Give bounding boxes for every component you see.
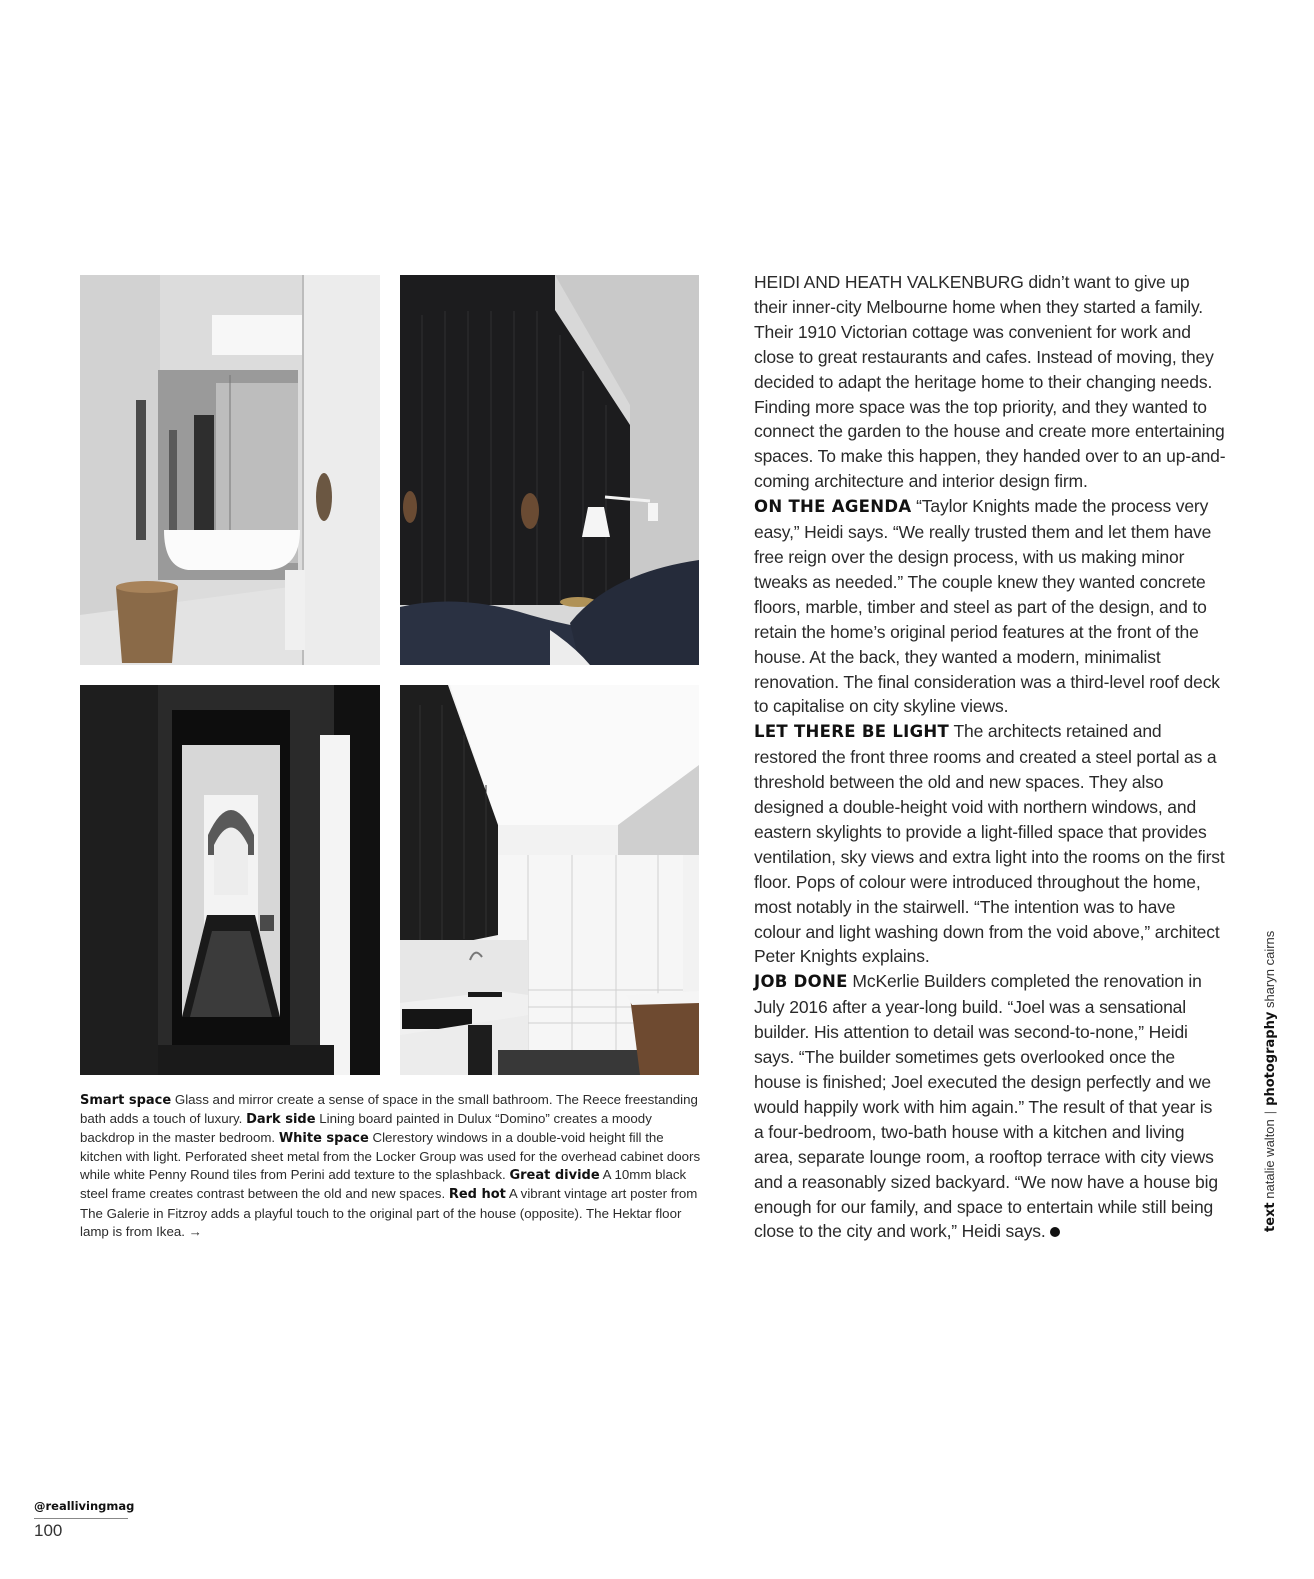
credit-text-label: text	[1263, 1202, 1278, 1232]
bathroom-photo	[80, 275, 380, 665]
footer-rule	[34, 1518, 128, 1519]
section-text-done: McKerlie Builders completed the renovation in July 2016 after a year-long build. “Joel was a sensational builder. His attention to detail was second-to-none,” Heidi says. “The builder sometimes gets overlooked once the house is finished; Joel executed the design perfectly and we would happily work with him again.” The result of that year is a four-bedroom, two-bath house with a kitchen and living area, separate lounge room, a rooftop terrace with city views and a reasonably sized backyard. “We now have a house big enough for our family, and space to entertain while still being close to the city and work,” Heidi says.	[754, 971, 1218, 1242]
credit-photo-name: sharyn cairns	[1262, 930, 1277, 1009]
section-heading-agenda: ON THE AGENDA	[754, 497, 912, 517]
caption-text-dark-side: Lining board painted in Dulux “Domino” creates a moody backdrop in the master bedroom.	[80, 1111, 652, 1146]
caption-text-great-divide: A 10mm black steel frame creates contrast between the old and new spaces.	[80, 1167, 687, 1202]
hallway-photo	[80, 685, 380, 1075]
article-section-done	[754, 969, 1226, 1244]
caption-title-red-hot: Red hot	[448, 1187, 506, 1203]
caption-title-white-space: White space	[278, 1131, 369, 1147]
credit-photo-label: photography	[1263, 1011, 1278, 1106]
article-body	[754, 270, 1226, 1244]
kitchen-photo	[400, 685, 699, 1075]
article-section-light	[754, 719, 1226, 969]
section-heading-done: JOB DONE	[754, 972, 848, 992]
credits	[1262, 931, 1278, 1232]
caption-title-great-divide: Great divide	[509, 1168, 600, 1184]
caption-text-red-hot: A vibrant vintage art poster from The Galerie in Fitzroy adds a playful touch to the original part of the house (opposite). The Hektar floor lamp is from Ikea. →	[80, 1186, 698, 1239]
credit-separator: |	[1262, 1110, 1277, 1115]
section-text-light: The architects retained and restored the front three rooms and created a steel portal as a threshold between the old and new spaces. They also designed a double-height void with northern windows, and eastern skylights to provide a light-filled space that provides ventilation, sky views and extra light into the rooms on the first floor. Pops of colour were introduced throughout the home, most notably in the stairwell. “The intention was to have colour and light washing down from the void above,” architect Peter Knights explains.	[754, 721, 1225, 967]
social-handle: @reallivingmag	[34, 1499, 135, 1513]
caption-text-smart-space: Glass and mirror create a sense of space in the small bathroom. The Reece freestanding bath adds a touch of luxury.	[80, 1092, 698, 1127]
bedroom-photo	[400, 275, 699, 665]
caption-title-dark-side: Dark side	[246, 1112, 316, 1128]
caption-text-white-space: Clerestory windows in a double-void height fill the kitchen with light. Perforated sheet metal from the Locker Group was used for the overhead cabinet doors while white Penny Round tiles from Perini add texture to the splashback.	[80, 1130, 701, 1183]
article-section-agenda	[754, 494, 1226, 719]
photo-captions	[80, 1091, 705, 1241]
credit-text-name: natalie walton	[1262, 1119, 1277, 1199]
end-mark-icon	[1050, 1227, 1060, 1237]
section-text-agenda: “Taylor Knights made the process very easy,” Heidi says. “We really trusted them and let them have free reign over the design process, with us making minor tweaks as needed.” The couple knew they wanted concrete floors, marble, timber and steel as part of the design, and to retain the home’s original period features at the front of the house. At the back, they wanted a modern, minimalist renovation. The final consideration was a third-level roof deck to capitalise on city skyline views.	[754, 496, 1220, 717]
article-intro: HEIDI AND HEATH VALKENBURG didn’t want to give up their inner-city Melbourne home when they started a family. Their 1910 Victorian cottage was convenient for work and close to great restaurants and cafes. Instead of moving, they decided to adapt the heritage home to their changing needs. Finding more space was the top priority, and they wanted to connect the garden to the house and create more entertaining spaces. To make this happen, they handed over to an up-and-coming architecture and interior design firm.	[754, 272, 1226, 492]
page-number: 100	[34, 1521, 63, 1540]
caption-title-smart-space: Smart space	[80, 1093, 172, 1108]
section-heading-light: LET THERE BE LIGHT	[754, 722, 950, 742]
